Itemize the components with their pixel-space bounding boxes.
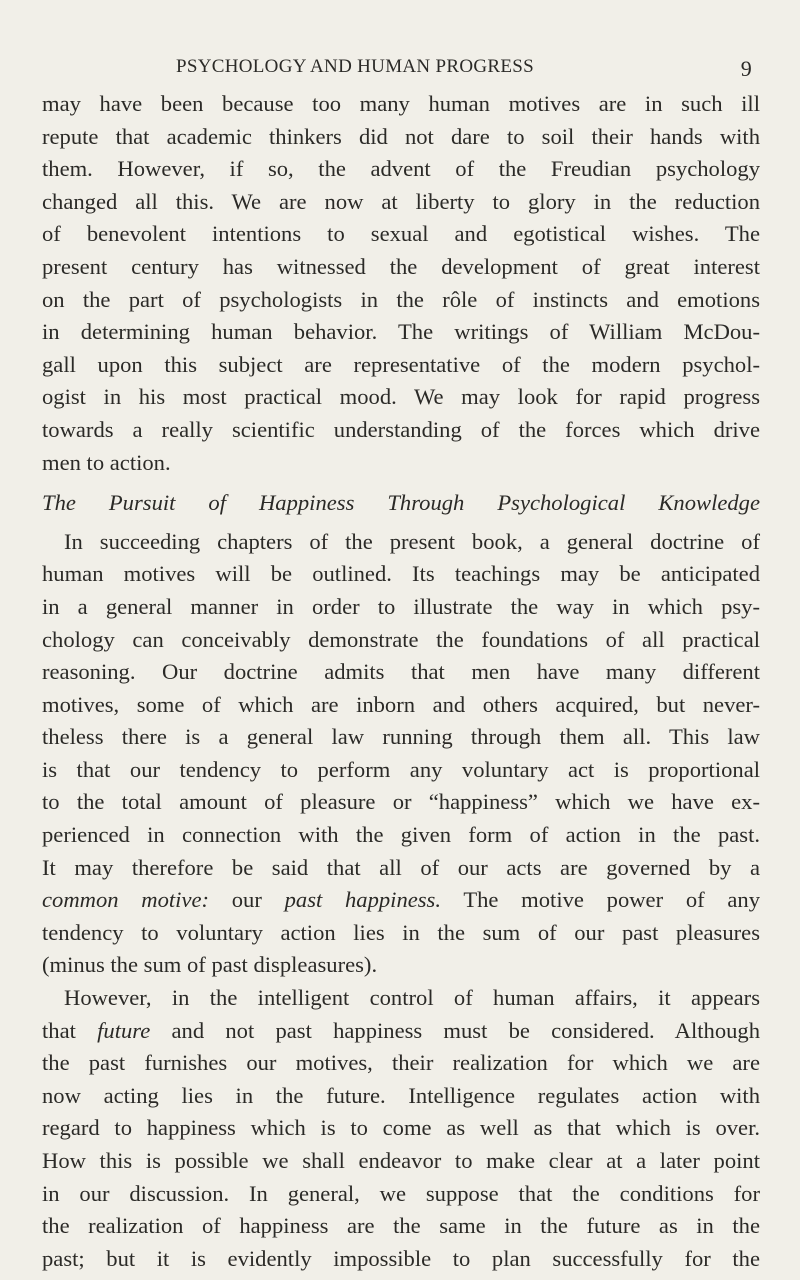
- text-line: It may therefore be said that all of our acts are governed by a: [42, 854, 760, 880]
- text-line: them. However, if so, the advent of the Freudian psychology: [42, 156, 760, 182]
- text-line: theless there is a general law running through them all. This law: [42, 724, 760, 750]
- text-line: the past furnishes our motives, their realization for which we are: [42, 1050, 760, 1076]
- text-line: the realization of happiness are the same in the future as in the: [42, 1213, 760, 1239]
- text-line: perienced in connection with the given form of action in the past.: [42, 822, 760, 848]
- text-line: ogist in his most practical mood. We may look for rapid progress: [42, 384, 760, 410]
- text-line: may have been because too many human motives are in such ill: [42, 91, 760, 116]
- text-line: now acting lies in the future. Intelligence regulates action with: [42, 1082, 760, 1108]
- paragraph-3: [42, 982, 760, 1275]
- text-fragment: our: [209, 887, 285, 913]
- text-line: changed all this. We are now at liberty to glory in the reduction: [42, 188, 760, 214]
- emphasis-future: future: [97, 1017, 151, 1043]
- text-line: in our discussion. In general, we suppose that the conditions for: [42, 1180, 760, 1206]
- text-line: gall upon this subject are representative of the modern psychol-: [42, 351, 760, 377]
- paragraph-2: [42, 526, 760, 982]
- text-line: (minus the sum of past displeasures).: [42, 952, 378, 978]
- text-line: However, in the intelligent control of human affairs, it appears: [64, 985, 760, 1011]
- text-line: past; but it is evidently impossible to plan successfully for the: [42, 1245, 760, 1271]
- text-line: present century has witnessed the development of great interest: [42, 253, 760, 279]
- text-line: reasoning. Our doctrine admits that men have many different: [42, 659, 760, 685]
- text-line: chology can conceivably demonstrate the foundations of all practical: [42, 626, 760, 652]
- text-line: on the part of psychologists in the rôle of instincts and emotions: [42, 286, 760, 312]
- text-line: [42, 884, 760, 917]
- emphasis-past-happiness: past happiness.: [284, 887, 442, 913]
- body-text: [42, 88, 760, 1275]
- text-line: regard to happiness which is to come as well as that which is over.: [42, 1115, 760, 1141]
- text-line: to the total amount of pleasure or “happiness” which we have ex-: [42, 789, 760, 815]
- text-line: in a general manner in order to illustrate the way in which psy-: [42, 593, 760, 619]
- section-heading: The Pursuit of Happiness Through Psychological Knowledge: [42, 490, 760, 516]
- paragraph-1: [42, 88, 760, 479]
- text-fragment: The motive power of any: [441, 887, 760, 913]
- page-number: 9: [740, 56, 752, 81]
- text-line: In succeeding chapters of the present book, a general doctrine of: [64, 528, 760, 554]
- text-line: human motives will be outlined. Its teachings may be anticipated: [42, 561, 760, 587]
- text-line: men to action.: [42, 449, 171, 475]
- text-fragment: that: [42, 1017, 98, 1043]
- emphasis-common-motive: common motive:: [42, 887, 210, 913]
- text-line: in determining human behavior. The writings of William McDou-: [42, 319, 760, 345]
- text-line: repute that academic thinkers did not dare to soil their hands with: [42, 123, 760, 149]
- page-header: [176, 56, 752, 86]
- text-line: tendency to voluntary action lies in the sum of our past pleasures: [42, 919, 760, 945]
- text-line: towards a really scientific understanding of the forces which drive: [42, 416, 760, 442]
- running-title: PSYCHOLOGY AND HUMAN PROGRESS: [176, 56, 534, 77]
- text-line: [42, 1015, 760, 1048]
- text-fragment: and not past happiness must be considered. Although: [150, 1017, 761, 1043]
- text-line: How this is possible we shall endeavor to make clear at a later point: [42, 1148, 760, 1173]
- text-line: is that our tendency to perform any voluntary act is proportional: [42, 756, 760, 782]
- text-line: of benevolent intentions to sexual and egotistical wishes. The: [42, 221, 760, 247]
- text-line: motives, some of which are inborn and others acquired, but never-: [42, 691, 760, 717]
